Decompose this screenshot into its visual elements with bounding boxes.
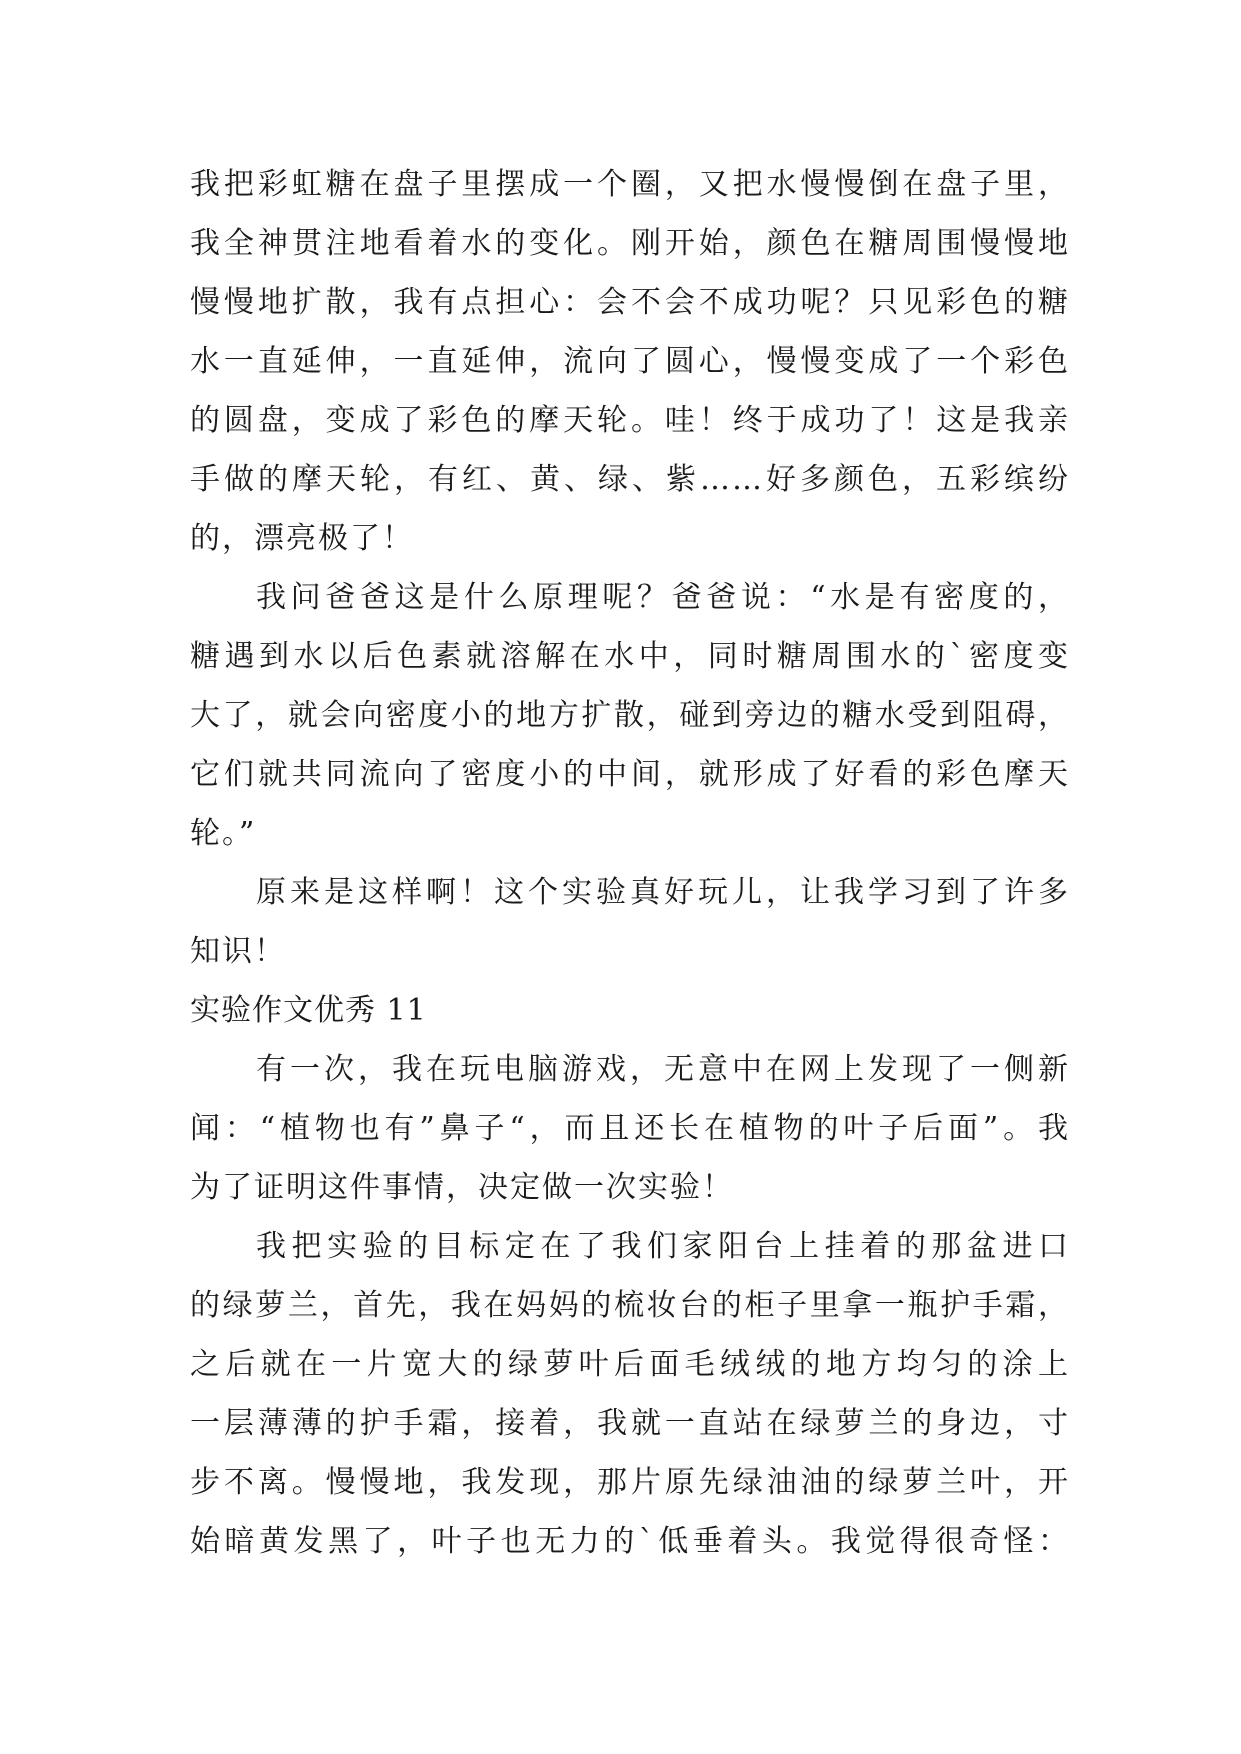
article-text <box>190 155 1070 1571</box>
text-line: 闻：“植物也有”鼻子“，而且还长在植物的叶子后面”。我 <box>190 1111 1070 1146</box>
text-line: 原来是这样啊！这个实验真好玩儿，让我学习到了许多 <box>256 875 1070 910</box>
text-line: 的圆盘，变成了彩色的摩天轮。哇！终于成功了！这是我亲 <box>190 403 1070 438</box>
section-title: 实验作文优秀 11 <box>190 993 427 1028</box>
text-line: 我把彩虹糖在盘子里摆成一个圈，又把水慢慢倒在盘子里， <box>190 167 1070 202</box>
text-line: 的，漂亮极了！ <box>190 521 414 556</box>
text-line: 为了证明这件事情，决定做一次实验！ <box>190 1170 734 1205</box>
text-line: 大了，就会向密度小的地方扩散，碰到旁边的糖水受到阻碍， <box>190 698 1070 733</box>
text-line: 始暗黄发黑了，叶子也无力的`低垂着头。我觉得很奇怪： <box>190 1524 1070 1559</box>
text-line: 我把实验的目标定在了我们家阳台上挂着的那盆进口 <box>256 1229 1070 1264</box>
text-line: 水一直延伸，一直延伸，流向了圆心，慢慢变成了一个彩色 <box>190 344 1070 379</box>
text-line: 轮。” <box>190 816 257 851</box>
text-line: 的绿萝兰，首先，我在妈妈的梳妆台的柜子里拿一瓶护手霜， <box>190 1288 1070 1323</box>
text-line: 它们就共同流向了密度小的中间，就形成了好看的彩色摩天 <box>190 757 1070 792</box>
text-line: 慢慢地扩散，我有点担心：会不会不成功呢？只见彩色的糖 <box>190 285 1070 320</box>
text-line: 步不离。慢慢地，我发现，那片原先绿油油的绿萝兰叶，开 <box>190 1465 1070 1500</box>
text-line: 手做的摩天轮，有红、黄、绿、紫……好多颜色，五彩缤纷 <box>190 462 1070 497</box>
text-line: 我问爸爸这是什么原理呢？爸爸说：“水是有密度的， <box>256 580 1070 615</box>
text-line: 一层薄薄的护手霜，接着，我就一直站在绿萝兰的身边，寸 <box>190 1406 1070 1441</box>
text-line: 之后就在一片宽大的绿萝叶后面毛绒绒的地方均匀的涂上 <box>190 1347 1070 1382</box>
text-line: 糖遇到水以后色素就溶解在水中，同时糖周围水的`密度变 <box>190 639 1070 674</box>
text-line: 有一次，我在玩电脑游戏，无意中在网上发现了一侧新 <box>256 1052 1070 1087</box>
text-line: 知识！ <box>190 934 286 969</box>
text-line: 我全神贯注地看着水的变化。刚开始，颜色在糖周围慢慢地 <box>190 226 1070 261</box>
